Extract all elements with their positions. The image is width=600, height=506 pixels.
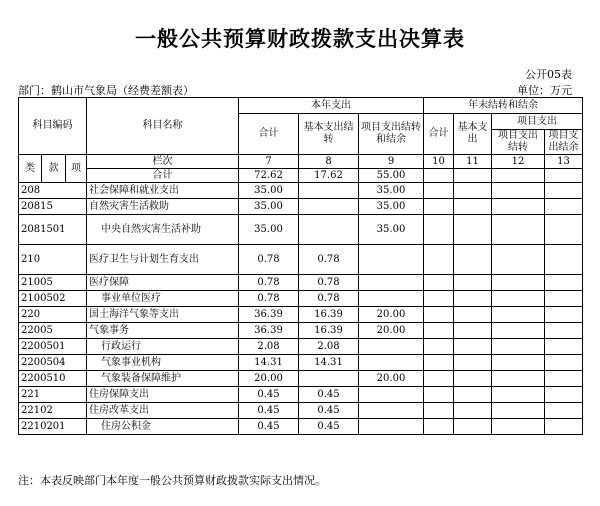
row-empty-cell [424, 275, 454, 291]
row-name: 气象事业机构 [87, 355, 239, 371]
row-empty-cell [492, 199, 545, 215]
row-empty-cell [545, 339, 583, 355]
row-project [359, 245, 424, 275]
row-empty-cell [454, 215, 492, 245]
row-empty-cell [545, 387, 583, 403]
header-lei: 类 [19, 155, 42, 183]
row-empty-cell [454, 275, 492, 291]
row-empty-cell [454, 245, 492, 275]
col-number: 10 [424, 155, 454, 169]
row-project [359, 403, 424, 419]
row-total: 20.00 [239, 371, 299, 387]
row-empty-cell [424, 183, 454, 199]
row-code: 22102 [19, 403, 87, 419]
row-empty-cell [424, 291, 454, 307]
row-empty-cell [545, 323, 583, 339]
row-project: 35.00 [359, 199, 424, 215]
row-empty-cell [545, 291, 583, 307]
row-code: 2100502 [19, 291, 87, 307]
row-empty-cell [492, 291, 545, 307]
row-name: 社会保障和就业支出 [87, 183, 239, 199]
row-basic: 0.45 [299, 403, 359, 419]
row-code: 21005 [19, 275, 87, 291]
row-basic: 14.31 [299, 355, 359, 371]
row-empty-cell [492, 245, 545, 275]
row-empty-cell [424, 307, 454, 323]
department-label: 部门：鹤山市气象局（经费差额表） [18, 84, 194, 97]
row-total: 0.78 [239, 245, 299, 275]
row-basic: 0.45 [299, 419, 359, 435]
col-number: 7 [239, 155, 299, 169]
header-ye-total: 合计 [424, 114, 454, 155]
row-empty-cell [492, 275, 545, 291]
row-empty-cell [492, 419, 545, 435]
row-name: 气象装备保障维护 [87, 371, 239, 387]
row-empty-cell [424, 215, 454, 245]
row-empty-cell [424, 387, 454, 403]
row-empty-cell [424, 199, 454, 215]
row-empty-cell [454, 199, 492, 215]
report-title: 一般公共预算财政拨款支出决算表 [135, 27, 465, 51]
row-empty-cell [454, 387, 492, 403]
expenditure-table [18, 97, 583, 435]
col-number: 12 [492, 155, 545, 169]
row-code: 20815 [19, 199, 87, 215]
row-empty-cell [545, 275, 583, 291]
row-basic: 0.45 [299, 387, 359, 403]
row-name: 住房公积金 [87, 419, 239, 435]
row-name: 事业单位医疗 [87, 291, 239, 307]
header-current-year: 本年支出 [239, 98, 424, 114]
header-year-end: 年末结转和结余 [424, 98, 583, 114]
table-row [19, 371, 583, 387]
row-basic: 2.08 [299, 339, 359, 355]
row-empty-cell [454, 355, 492, 371]
row-empty-cell [424, 403, 454, 419]
table-row [19, 199, 583, 215]
row-project: 20.00 [359, 371, 424, 387]
row-code: 22005 [19, 323, 87, 339]
row-empty-cell [454, 323, 492, 339]
row-empty-cell [545, 199, 583, 215]
table-row [19, 419, 583, 435]
row-code: 2200504 [19, 355, 87, 371]
row-empty-cell [492, 215, 545, 245]
table-row [19, 275, 583, 291]
row-empty-cell [545, 371, 583, 387]
row-empty-cell [545, 355, 583, 371]
row-basic: 0.78 [299, 245, 359, 275]
header-name: 科目名称 [87, 98, 239, 155]
row-empty-cell [545, 245, 583, 275]
row-empty-cell [545, 183, 583, 199]
row-name: 住房保障支出 [87, 387, 239, 403]
unit-label: 单位：万元 [517, 84, 572, 97]
row-name: 气象事务 [87, 323, 239, 339]
row-total: 0.45 [239, 419, 299, 435]
row-empty-cell [545, 403, 583, 419]
table-row [19, 291, 583, 307]
row-project: 35.00 [359, 215, 424, 245]
row-empty-cell [492, 403, 545, 419]
table-row [19, 403, 583, 419]
row-project: 20.00 [359, 307, 424, 323]
col-number: 11 [454, 155, 492, 169]
row-total: 36.39 [239, 323, 299, 339]
table-header [19, 98, 583, 183]
col-number: 9 [359, 155, 424, 169]
table-row [19, 355, 583, 371]
footnote: 注：本表反映部门本年度一般公共预算财政拨款实际支出情况。 [18, 474, 326, 487]
row-total: 35.00 [239, 199, 299, 215]
row-code: 210 [19, 245, 87, 275]
row-code: 220 [19, 307, 87, 323]
row-total: 14.31 [239, 355, 299, 371]
form-code: 公开05表 [525, 68, 572, 81]
table-row [19, 339, 583, 355]
row-code: 2200510 [19, 371, 87, 387]
row-total: 0.45 [239, 403, 299, 419]
row-empty-cell [424, 245, 454, 275]
row-basic [299, 199, 359, 215]
row-project [359, 291, 424, 307]
row-basic: 16.39 [299, 307, 359, 323]
row-empty-cell [424, 323, 454, 339]
header-total: 合计 [239, 114, 299, 155]
total-row-total: 72.62 [239, 169, 299, 183]
row-empty-cell [492, 307, 545, 323]
row-basic: 0.78 [299, 275, 359, 291]
row-total: 35.00 [239, 183, 299, 199]
row-project [359, 355, 424, 371]
col-number: 13 [545, 155, 583, 169]
table-row [19, 215, 583, 245]
header-ye-project-carry: 项目支出结转 [492, 130, 545, 155]
row-empty-cell [424, 355, 454, 371]
row-total: 35.00 [239, 215, 299, 245]
row-empty-cell [454, 339, 492, 355]
row-name: 中央自然灾害生活补助 [87, 215, 239, 245]
row-project [359, 387, 424, 403]
table-row [19, 323, 583, 339]
header-col-no: 栏次 [87, 155, 239, 169]
row-basic: 16.39 [299, 323, 359, 339]
row-project [359, 339, 424, 355]
row-empty-cell [454, 307, 492, 323]
row-empty-cell [545, 307, 583, 323]
row-project [359, 419, 424, 435]
row-empty-cell [424, 419, 454, 435]
total-row-basic: 17.62 [299, 169, 359, 183]
row-code: 221 [19, 387, 87, 403]
row-name: 自然灾害生活救助 [87, 199, 239, 215]
row-empty-cell [424, 339, 454, 355]
header-ye-project-balance: 项目支出结余 [545, 130, 583, 155]
row-total: 0.45 [239, 387, 299, 403]
row-basic [299, 371, 359, 387]
total-row-project: 55.00 [359, 169, 424, 183]
row-project: 20.00 [359, 323, 424, 339]
row-name: 行政运行 [87, 339, 239, 355]
header-xiang: 项 [66, 155, 87, 183]
row-empty-cell [454, 291, 492, 307]
row-basic: 0.78 [299, 291, 359, 307]
row-empty-cell [545, 419, 583, 435]
row-basic [299, 183, 359, 199]
header-ye-basic: 基本支出 [454, 114, 492, 155]
row-empty-cell [454, 419, 492, 435]
row-code: 2210201 [19, 419, 87, 435]
row-empty-cell [492, 323, 545, 339]
header-ye-project: 项目支出 [492, 114, 583, 130]
table-row [19, 245, 583, 275]
row-total: 2.08 [239, 339, 299, 355]
table-body [19, 183, 583, 435]
header-kuan: 款 [42, 155, 66, 183]
row-project: 35.00 [359, 183, 424, 199]
table-row [19, 183, 583, 199]
row-name: 住房改革支出 [87, 403, 239, 419]
row-empty-cell [545, 215, 583, 245]
header-project: 项目支出结转和结余 [359, 114, 424, 155]
table-row [19, 307, 583, 323]
table-row [19, 387, 583, 403]
row-name: 医疗卫生与计划生育支出 [87, 245, 239, 275]
row-empty-cell [492, 387, 545, 403]
row-name: 医疗保障 [87, 275, 239, 291]
row-empty-cell [454, 403, 492, 419]
header-basic: 基本支出结转 [299, 114, 359, 155]
row-project [359, 275, 424, 291]
row-empty-cell [424, 371, 454, 387]
row-empty-cell [492, 371, 545, 387]
row-code: 208 [19, 183, 87, 199]
row-empty-cell [492, 355, 545, 371]
row-total: 0.78 [239, 291, 299, 307]
row-total: 0.78 [239, 275, 299, 291]
row-code: 2081501 [19, 215, 87, 245]
header-code: 科目编码 [19, 98, 87, 155]
row-empty-cell [492, 339, 545, 355]
row-empty-cell [492, 183, 545, 199]
row-basic [299, 215, 359, 245]
col-number: 8 [299, 155, 359, 169]
row-name: 国土海洋气象等支出 [87, 307, 239, 323]
row-code: 2200501 [19, 339, 87, 355]
total-row-label: 合计 [87, 169, 239, 183]
row-total: 36.39 [239, 307, 299, 323]
row-empty-cell [454, 371, 492, 387]
row-empty-cell [454, 183, 492, 199]
